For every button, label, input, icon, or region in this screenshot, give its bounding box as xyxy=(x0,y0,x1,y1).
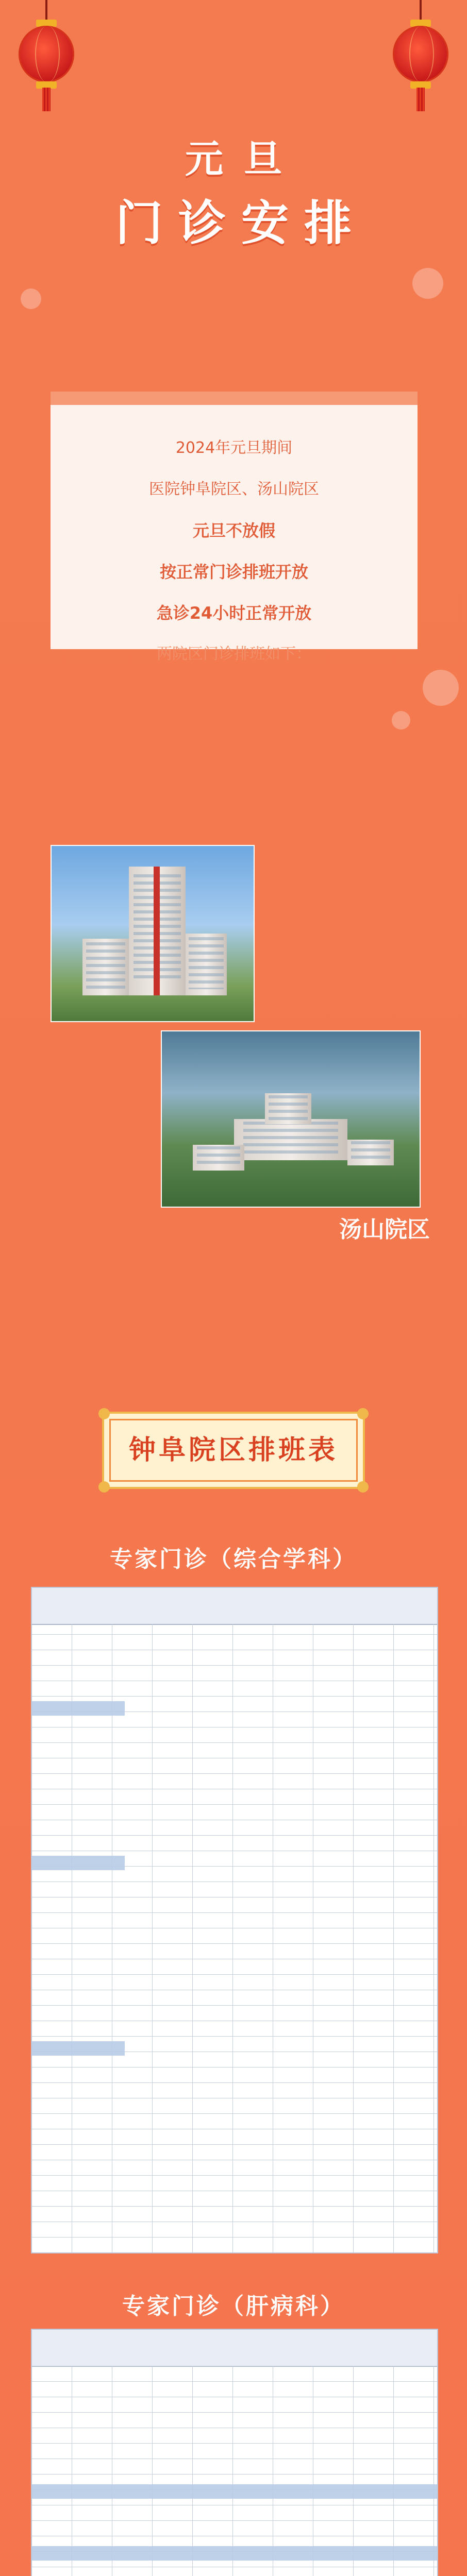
decorative-dot xyxy=(21,289,41,309)
lantern-icon xyxy=(390,0,452,113)
notice-line: 2024年元旦期间 xyxy=(175,439,293,457)
decorative-dot xyxy=(412,268,443,299)
decorative-dot xyxy=(423,670,459,706)
page-title-line-1: 元旦 xyxy=(185,137,303,181)
notice-card-bar xyxy=(51,392,418,405)
decorative-dot xyxy=(392,711,410,730)
notice-line: 按正常门诊排班开放 xyxy=(159,562,308,582)
notice-line: 元旦不放假 xyxy=(192,521,275,540)
notice-card xyxy=(51,392,418,663)
header xyxy=(0,0,467,278)
tangshan-campus-label: 汤山院区 xyxy=(339,1216,430,1243)
notice-line: 医院钟阜院区、汤山院区 xyxy=(149,480,319,498)
zhongfu-campus-photo xyxy=(51,845,255,1022)
table-grid xyxy=(32,2366,437,2576)
page-title-line-2: 门诊安排 xyxy=(115,196,367,251)
lantern-icon xyxy=(15,0,77,113)
section-title-expert-general: 专家门诊（综合学科） xyxy=(110,1546,357,1572)
banner-title: 钟阜院区排班表 xyxy=(128,1435,338,1466)
expert-liver-schedule-table xyxy=(31,2329,438,2576)
table-header xyxy=(32,1588,437,1625)
expert-general-schedule-table xyxy=(31,1587,438,2253)
zhongfu-schedule-banner xyxy=(102,1412,365,1489)
section-title-expert-liver: 专家门诊（肝病科） xyxy=(122,2293,345,2319)
table-header xyxy=(32,2330,437,2367)
notice-line: 两院区门诊排班如下： xyxy=(157,645,311,663)
tangshan-campus-photo xyxy=(161,1030,421,1208)
notice-line: 急诊24小时正常开放 xyxy=(156,603,312,623)
table-grid xyxy=(32,1624,437,2252)
